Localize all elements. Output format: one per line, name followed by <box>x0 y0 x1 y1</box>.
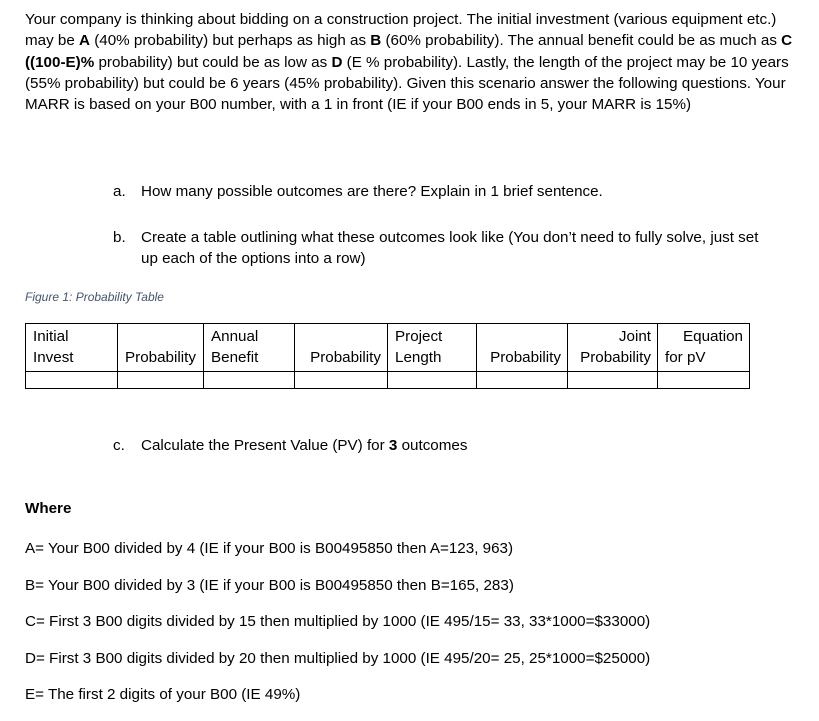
definition-d: D= First 3 B00 digits divided by 20 then multiplied by 1000 (IE 495/20= 25, 25*1000=$25000) <box>25 649 651 667</box>
question-b <box>113 227 761 269</box>
intro-text-4: probability) but could be as low as <box>94 53 332 71</box>
question-b-letter: b. <box>113 229 126 246</box>
probability-table <box>25 323 750 389</box>
header-equation-pv: Equation for pV <box>658 324 750 372</box>
table-cell <box>295 372 388 389</box>
var-c: C ((100-E)% <box>25 32 793 71</box>
table-cell <box>658 372 750 389</box>
header-probability-3: Probability <box>477 324 568 372</box>
var-d: D <box>331 53 343 71</box>
intro-text-5: (E % probability). Lastly, the length of the project may be 10 years (55% probability) but could be 6 years (45% probability). Given this scenario answer the following questions. Your MARR is based on your B00 number, with a 1 in front (IE if your B00 ends in 5, your MARR is 15%) <box>25 53 789 114</box>
intro-text-3: (60% probability). The annual benefit could be as much as <box>381 32 782 50</box>
question-b-text: Create a table outlining what these outcomes look like (You don’t need to fully solve, just set up each of the options into a row) <box>141 229 759 267</box>
question-a-text: How many possible outcomes are there? Explain in 1 brief sentence. <box>141 183 603 200</box>
header-project-length: Project Length <box>388 324 477 372</box>
table-cell <box>204 372 295 389</box>
question-c-text: Calculate the Present Value (PV) for 3 outcomes <box>141 437 468 454</box>
table-row <box>26 372 750 389</box>
question-c <box>113 435 781 456</box>
table-cell <box>477 372 568 389</box>
question-a-letter: a. <box>113 183 126 200</box>
definition-e: E= The first 2 digits of your B00 (IE 49%) <box>25 686 301 703</box>
var-a: A <box>79 32 90 50</box>
intro-text-1: Your company is thinking about bidding on a construction project. The initial investment (various equipment etc.) may be <box>25 11 777 50</box>
question-a <box>113 181 781 202</box>
header-probability-2: Probability <box>295 324 388 372</box>
header-probability-1: Probability <box>118 324 204 372</box>
variable-definitions <box>25 538 650 721</box>
question-c-letter: c. <box>113 437 125 454</box>
definition-c: C= First 3 B00 digits divided by 15 then multiplied by 1000 (IE 495/15= 33, 33*1000=$33000) <box>25 613 651 630</box>
header-annual-benefit: Annual Benefit <box>204 324 295 372</box>
table-cell <box>388 372 477 389</box>
table-header-row <box>26 324 750 372</box>
figure-caption: Figure 1: Probability Table <box>25 290 164 304</box>
intro-text-2: (40% probability) but perhaps as high as <box>90 32 371 50</box>
table-cell <box>118 372 204 389</box>
var-b: B <box>370 32 382 50</box>
problem-intro <box>25 9 795 115</box>
definition-a: A= Your B00 divided by 4 (IE if your B00 is B00495850 then A=123, 963) <box>25 540 514 557</box>
table-cell <box>26 372 118 389</box>
where-heading: Where <box>25 500 72 517</box>
table-cell <box>568 372 658 389</box>
header-joint-probability: Joint Probability <box>568 324 658 372</box>
definition-b: B= Your B00 divided by 3 (IE if your B00 is B00495850 then B=165, 283) <box>25 576 514 594</box>
header-initial-invest: Initial Invest <box>26 324 118 372</box>
